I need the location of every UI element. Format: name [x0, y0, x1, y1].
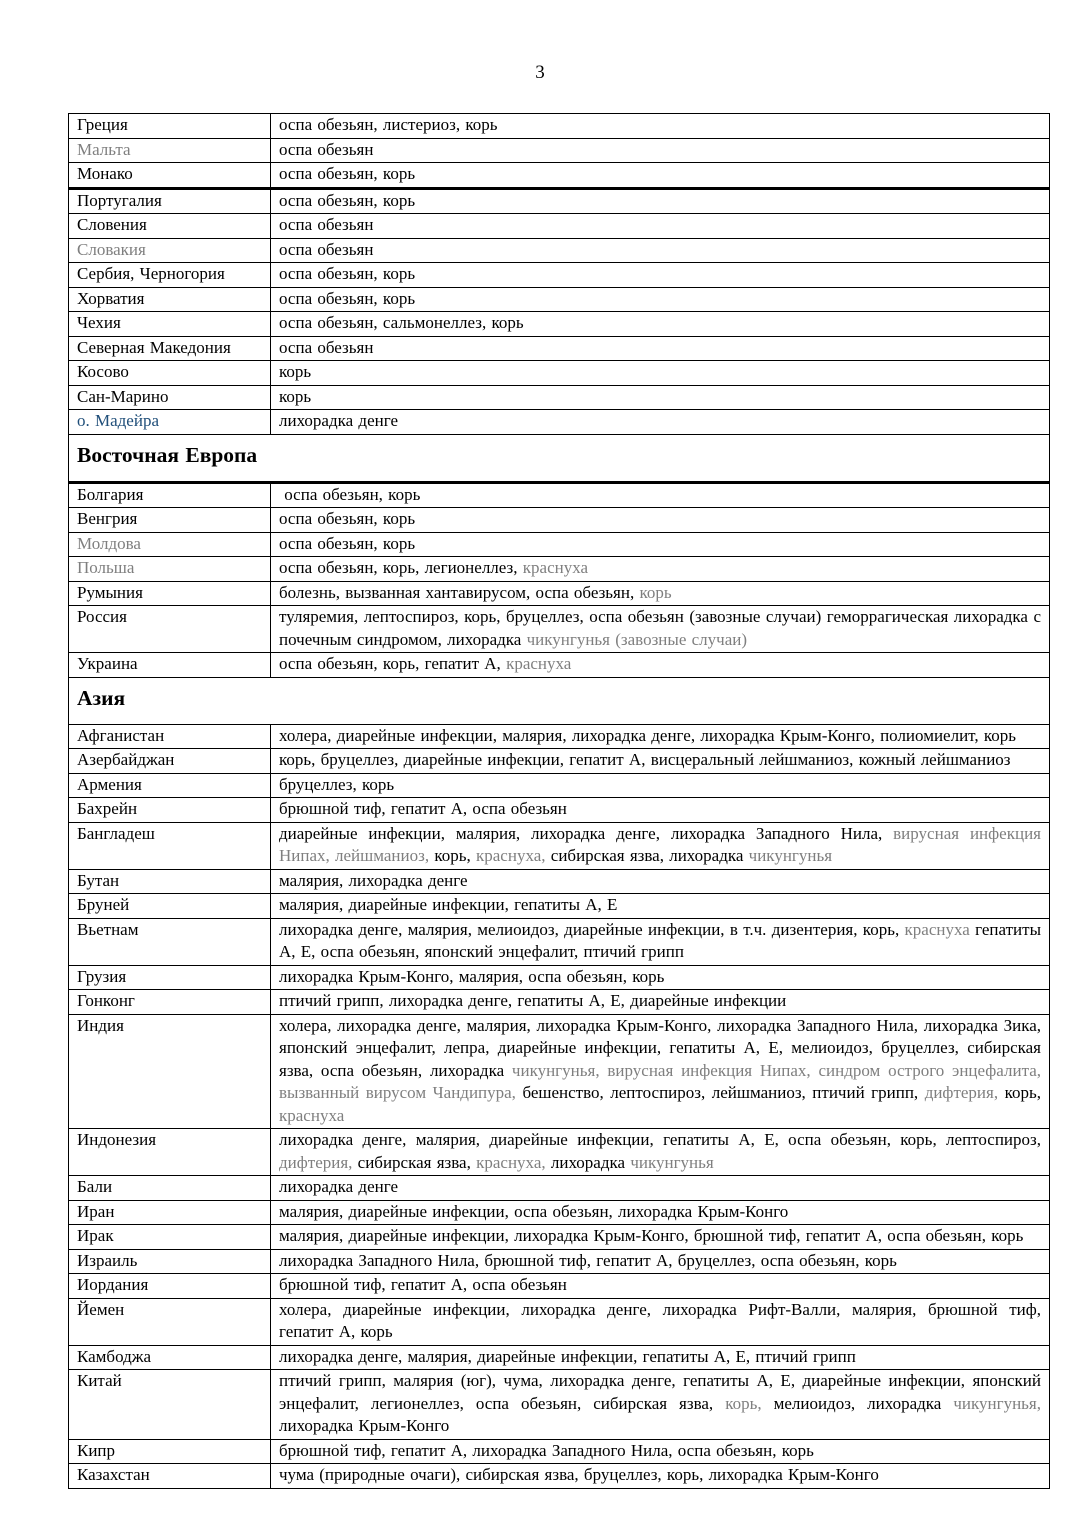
country-cell [69, 263, 271, 288]
text-segment: Кипр [77, 1440, 116, 1460]
text-segment: лихорадка денге [279, 1177, 399, 1196]
table-row [69, 869, 1050, 894]
diseases-cell [271, 508, 1050, 533]
diseases-cell [271, 336, 1050, 361]
diseases-cell [271, 385, 1050, 410]
diseases-cell [271, 606, 1050, 653]
country-cell [69, 1464, 271, 1489]
diseases-cell [271, 1274, 1050, 1299]
text-segment: Венгрия [77, 509, 138, 528]
text-segment: Россия [77, 607, 127, 626]
country-cell [69, 214, 271, 239]
text-segment: Афганистан [77, 725, 165, 745]
text-segment: Грузия [77, 966, 127, 986]
text-segment: сибирская язва, лихорадка [550, 846, 749, 865]
diseases-cell [271, 410, 1050, 435]
diseases-cell [271, 798, 1050, 823]
table-row [69, 749, 1050, 774]
text-segment: брюшной тиф, гепатит А, оспа обезьян [279, 799, 567, 818]
text-segment: лихорадка денге, малярия, мелиоидоз, диарейные инфекции, в т.ч. дизентерия, корь, [279, 919, 905, 939]
country-cell [69, 749, 271, 774]
diseases-cell [271, 1249, 1050, 1274]
diseases-cell [271, 894, 1050, 919]
table-row [69, 1464, 1050, 1489]
table-row [69, 1014, 1050, 1129]
text-segment: оспа обезьян [279, 139, 374, 159]
text-segment: Румыния [77, 582, 143, 602]
country-cell [69, 1298, 271, 1345]
text-segment: дифтерия, [924, 1083, 1005, 1102]
table-row [69, 1370, 1050, 1440]
table-row [69, 532, 1050, 557]
text-segment: лихорадка Крым-Конго [279, 1416, 450, 1435]
text-segment: Монако [77, 164, 133, 183]
section-row [69, 677, 1050, 724]
text-segment: Иран [77, 1201, 115, 1221]
text-segment: Бруней [77, 895, 130, 914]
text-segment: оспа обезьян, корь [279, 288, 416, 308]
section-title: Восточная Европа [69, 434, 1050, 482]
table-row [69, 482, 1050, 508]
country-cell [69, 990, 271, 1015]
diseases-cell [271, 287, 1050, 312]
table-row [69, 188, 1050, 214]
country-cell [69, 869, 271, 894]
text-segment: брюшной тиф, гепатит А, лихорадка Западного Нила, оспа обезьян, корь [279, 1440, 814, 1460]
text-segment: Индия [77, 1015, 124, 1035]
text-segment: Индонезия [77, 1130, 157, 1149]
text-segment: Израиль [77, 1250, 138, 1270]
text-segment: лихорадка Западного Нила, брюшной тиф, гепатит А, бруцеллез, оспа обезьян, корь [279, 1250, 897, 1270]
text-segment: краснуха [904, 919, 970, 939]
diseases-cell [271, 749, 1050, 774]
diseases-cell [271, 869, 1050, 894]
country-cell [69, 1200, 271, 1225]
table-row [69, 410, 1050, 435]
text-segment: Мальта [77, 139, 131, 159]
table-row [69, 1225, 1050, 1250]
text-segment: оспа обезьян, сальмонеллез, корь [279, 313, 524, 332]
diseases-cell [271, 1200, 1050, 1225]
text-segment: малярия, диарейные инфекции, гепатиты А, Е [279, 895, 618, 914]
country-cell [69, 965, 271, 990]
text-segment: Молдова [77, 533, 141, 553]
text-segment: Украина [77, 654, 138, 673]
diseases-cell [271, 361, 1050, 386]
country-cell [69, 773, 271, 798]
text-segment: мелиоидоз, лихорадка [773, 1393, 954, 1413]
diseases-cell [271, 532, 1050, 557]
country-cell [69, 1014, 271, 1129]
country-cell [69, 581, 271, 606]
diseases-cell [271, 114, 1050, 139]
table-row [69, 822, 1050, 869]
diseases-cell [271, 724, 1050, 749]
country-cell [69, 238, 271, 263]
table-row [69, 918, 1050, 965]
table-row [69, 894, 1050, 919]
table-row [69, 1249, 1050, 1274]
text-segment: оспа обезьян, корь [279, 190, 416, 210]
text-segment: Бангладеш [77, 823, 155, 843]
country-cell [69, 1129, 271, 1176]
text-segment: холера, диарейные инфекции, лихорадка денге, лихорадка Рифт-Валли, малярия, брюшной тиф, гепатит А, корь [279, 1299, 1041, 1341]
diseases-cell [271, 1439, 1050, 1464]
diseases-cell [271, 163, 1050, 189]
text-segment: Китай [77, 1371, 122, 1390]
table-row [69, 1439, 1050, 1464]
diseases-cell [271, 581, 1050, 606]
text-segment: чикунгунья [748, 846, 833, 865]
section-title: Азия [69, 677, 1050, 724]
text-segment: болезнь, вызванная хантавирусом, оспа обезьян, [279, 582, 640, 602]
text-segment: малярия, лихорадка денге [279, 870, 468, 890]
text-segment: Йемен [77, 1299, 125, 1319]
table-row [69, 1200, 1050, 1225]
text-segment: туляремия, лептоспироз, корь, бруцеллез, оспа обезьян (завозные случаи) геморрагическая лихорадка с почечным синдромом, лихорадка [279, 607, 1041, 649]
text-segment: оспа обезьян, корь [279, 484, 421, 504]
text-segment: оспа обезьян, корь, гепатит А, [279, 654, 507, 673]
country-cell [69, 163, 271, 189]
table-row [69, 214, 1050, 239]
text-segment: бешенство, лептоспироз, лейшманиоз, птичий грипп, [522, 1083, 925, 1102]
diseases-cell [271, 1345, 1050, 1370]
country-cell [69, 894, 271, 919]
text-segment: корь, [725, 1393, 774, 1413]
table-row [69, 163, 1050, 189]
text-segment: птичий грипп, лихорадка денге, гепатиты А, Е, диарейные инфекции [279, 991, 787, 1010]
text-segment: Сан-Марино [77, 386, 169, 406]
diseases-cell [271, 1129, 1050, 1176]
country-cell [69, 361, 271, 386]
table-row [69, 557, 1050, 582]
country-cell [69, 1225, 271, 1250]
country-cell [69, 336, 271, 361]
diseases-cell [271, 482, 1050, 508]
table-row [69, 1274, 1050, 1299]
text-segment: оспа обезьян [279, 215, 374, 234]
table-row [69, 653, 1050, 678]
diseases-cell [271, 188, 1050, 214]
text-segment: Казахстан [77, 1465, 150, 1484]
text-segment: Армения [77, 774, 142, 794]
text-segment: Греция [77, 115, 128, 134]
text-segment: Болгария [77, 484, 144, 504]
country-cell [69, 287, 271, 312]
text-segment: краснуха [522, 558, 589, 577]
text-segment: лихорадка денге, малярия, диарейные инфекции, гепатиты А, Е, оспа обезьян, корь, лептоспироз, [279, 1130, 1041, 1149]
diseases-cell [271, 312, 1050, 337]
text-segment: краснуха, [476, 846, 551, 865]
diseases-cell [271, 1014, 1050, 1129]
text-segment: Бали [77, 1177, 113, 1196]
text-segment: чикунгунья [630, 1152, 714, 1172]
diseases-cell [271, 263, 1050, 288]
table-row [69, 287, 1050, 312]
table-row [69, 312, 1050, 337]
diseases-cell [271, 1464, 1050, 1489]
text-segment: Гонконг [77, 991, 135, 1010]
table-row [69, 385, 1050, 410]
text-segment: холера, лихорадка денге, малярия, лихорадка Крым-Конго, лихорадка Западного Нила, лихорадка Зика, японский энцефалит, лепра, диарейные инфекции, гепатиты А, Е, мелиоидоз, бруцеллез, сибирская язва, оспа обезьян, лихорадка [279, 1015, 1041, 1080]
disease-table [68, 113, 1050, 1489]
table-row [69, 581, 1050, 606]
text-segment: Иордания [77, 1275, 149, 1294]
text-segment: оспа обезьян, корь [279, 264, 416, 283]
text-segment: вирусная инфекция Нипах, лейшманиоз, [279, 823, 1041, 865]
table-row [69, 263, 1050, 288]
text-segment: краснуха, [476, 1152, 551, 1172]
text-segment: оспа обезьян, листериоз, корь [279, 115, 498, 134]
text-segment: оспа обезьян [279, 337, 374, 357]
table-row [69, 606, 1050, 653]
text-segment: бруцеллез, корь [279, 774, 395, 794]
text-segment: лихорадка денге [279, 411, 399, 430]
text-segment: Северная Македония [77, 337, 231, 357]
diseases-cell [271, 773, 1050, 798]
diseases-cell [271, 1298, 1050, 1345]
text-segment: Словакия [77, 239, 146, 259]
table-row [69, 238, 1050, 263]
table-row [69, 1345, 1050, 1370]
country-cell [69, 918, 271, 965]
table-row [69, 1129, 1050, 1176]
text-segment: чикунгунья (завозные случаи) [526, 629, 747, 649]
page-number: 3 [535, 62, 545, 83]
country-cell [69, 188, 271, 214]
text-segment: брюшной тиф, гепатит А, оспа обезьян [279, 1275, 567, 1294]
text-segment: лихорадка [550, 1152, 631, 1172]
country-cell [69, 114, 271, 139]
text-segment: Хорватия [77, 288, 145, 308]
text-segment: сибирская язва, [357, 1152, 477, 1172]
section-row [69, 434, 1050, 482]
country-cell [69, 1274, 271, 1299]
text-segment: Словения [77, 215, 147, 234]
country-cell [69, 508, 271, 533]
text-segment: Ирак [77, 1226, 114, 1245]
country-cell [69, 385, 271, 410]
text-segment: чикунгунья, вирусная инфекция Нипах, синдром острого энцефалита, вызванный вирусом Чандипура, [279, 1060, 1042, 1102]
disease-table-body [69, 114, 1050, 1489]
table-row [69, 336, 1050, 361]
text-segment: оспа обезьян [279, 239, 374, 259]
text-segment: Косово [77, 362, 129, 381]
text-segment: о. Мадейра [77, 411, 159, 430]
diseases-cell [271, 1225, 1050, 1250]
text-segment: Азербайджан [77, 750, 175, 769]
diseases-cell [271, 1176, 1050, 1201]
country-cell [69, 653, 271, 678]
diseases-cell [271, 1370, 1050, 1440]
text-segment: Португалия [77, 190, 162, 210]
text-segment: холера, диарейные инфекции, малярия, лихорадка денге, лихорадка Крым-Конго, полиомиелит, корь [279, 725, 1016, 745]
table-row [69, 508, 1050, 533]
text-segment: корь [279, 386, 312, 406]
text-segment: корь, [434, 846, 476, 865]
text-segment: диарейные инфекции, малярия, лихорадка денге, лихорадка Западного Нила, [279, 823, 894, 843]
table-row [69, 1298, 1050, 1345]
country-cell [69, 1249, 271, 1274]
country-cell [69, 1176, 271, 1201]
diseases-cell [271, 653, 1050, 678]
text-segment: лихорадка Крым-Конго, малярия, оспа обезьян, корь [279, 966, 665, 986]
text-segment: корь, [1004, 1083, 1041, 1102]
table-row [69, 965, 1050, 990]
diseases-cell [271, 990, 1050, 1015]
table-row [69, 138, 1050, 163]
text-segment: Чехия [77, 313, 121, 332]
diseases-cell [271, 138, 1050, 163]
country-cell [69, 724, 271, 749]
text-segment: корь, бруцеллез, диарейные инфекции, гепатит А, висцеральный лейшманиоз, кожный лейшманиоз [279, 750, 1011, 769]
text-segment: чикунгунья, [953, 1393, 1041, 1413]
country-cell [69, 606, 271, 653]
country-cell [69, 1439, 271, 1464]
text-segment: оспа обезьян, корь [279, 164, 416, 183]
text-segment: Бутан [77, 870, 120, 890]
text-segment: птичий грипп, малярия (юг), чума, лихорадка денге, гепатиты А, Е, диарейные инфекции, японский энцефалит, легионеллез, оспа обезьян, сибирская язва, [279, 1371, 1041, 1413]
text-segment: дифтерия, [279, 1152, 358, 1172]
text-segment: корь [639, 582, 672, 602]
table-row [69, 990, 1050, 1015]
text-segment: оспа обезьян, корь [279, 533, 416, 553]
text-segment: Вьетнам [77, 919, 139, 939]
country-cell [69, 1345, 271, 1370]
text-segment: краснуха [506, 654, 572, 673]
text-segment: малярия, диарейные инфекции, лихорадка Крым-Конго, брюшной тиф, гепатит А, оспа обезьян, корь [279, 1226, 1024, 1245]
diseases-cell [271, 214, 1050, 239]
country-cell [69, 410, 271, 435]
table-row [69, 1176, 1050, 1201]
diseases-cell [271, 822, 1050, 869]
text-segment: гепатиты А, Е, оспа обезьян, японский энцефалит, птичий грипп [279, 919, 1041, 961]
text-segment: Польша [77, 558, 135, 577]
country-cell [69, 798, 271, 823]
table-row [69, 798, 1050, 823]
country-cell [69, 822, 271, 869]
country-cell [69, 557, 271, 582]
text-segment: чума (природные очаги), сибирская язва, бруцеллез, корь, лихорадка Крым-Конго [279, 1465, 879, 1484]
text-segment: краснуха [279, 1105, 345, 1125]
country-cell [69, 482, 271, 508]
country-cell [69, 312, 271, 337]
text-segment: Бахрейн [77, 799, 138, 818]
table-row [69, 361, 1050, 386]
text-segment: оспа обезьян, корь [279, 509, 416, 528]
text-segment: лихорадка денге, малярия, диарейные инфекции, гепатиты А, Е, птичий грипп [279, 1346, 856, 1366]
table-row [69, 724, 1050, 749]
table-row [69, 773, 1050, 798]
diseases-cell [271, 965, 1050, 990]
text-segment: корь [279, 362, 312, 381]
country-cell [69, 138, 271, 163]
diseases-cell [271, 557, 1050, 582]
text-segment: малярия, диарейные инфекции, оспа обезьян, лихорадка Крым-Конго [279, 1201, 789, 1221]
diseases-cell [271, 918, 1050, 965]
table-row [69, 114, 1050, 139]
country-cell [69, 1370, 271, 1440]
text-segment: Камбоджа [77, 1346, 152, 1366]
country-cell [69, 532, 271, 557]
text-segment: Сербия, Черногория [77, 264, 225, 283]
diseases-cell [271, 238, 1050, 263]
text-segment: оспа обезьян, корь, легионеллез, [279, 558, 523, 577]
